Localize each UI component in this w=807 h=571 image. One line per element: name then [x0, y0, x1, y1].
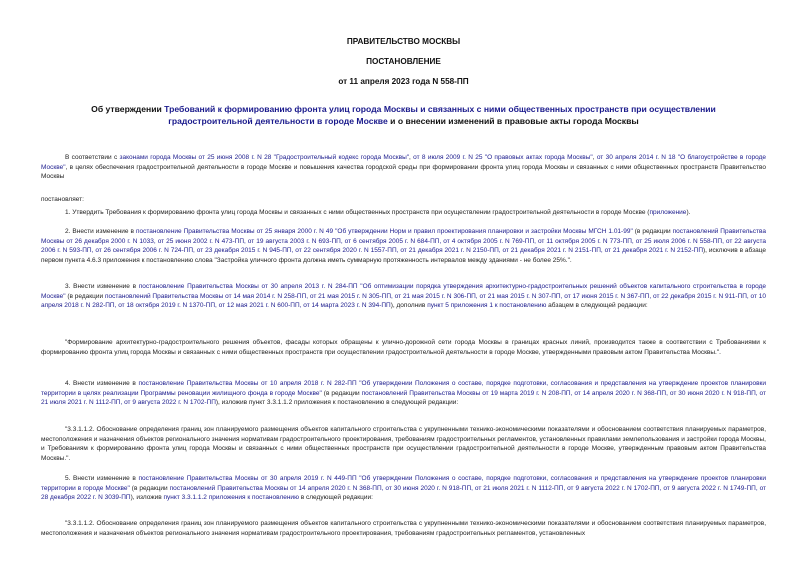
- decrees-label: [41, 195, 766, 205]
- item-5-text: в следующей редакции:: [298, 494, 373, 502]
- preamble-text: , в целях обеспечения градостроительной деятельности в городе Москве и повышения качества городской среды при формировании фронта улиц города Москвы и связанных с ними общественных пространств Правительство Москвы: [41, 163, 766, 181]
- preamble-text: В соответствии с: [65, 154, 120, 161]
- decree-49-link[interactable]: постановление Правительства Москвы от 25 января 2000 г. N 49 "Об утверждении Норм и правил проектирования планировки и застройки Москвы МГСН 1.01-99": [135, 228, 633, 235]
- item-1-text: 1. Утвердить Требования к формированию фронта улиц города Москвы и связанных с ними общественных пространств при осуществлении градостроительной деятельности в городе Москве (: [65, 209, 650, 216]
- item-5-text: ), изложив: [130, 494, 164, 502]
- item-3-text: ), дополнив: [390, 302, 428, 310]
- decrees-text: постановляет:: [41, 196, 84, 203]
- title-prefix: Об утверждении: [91, 104, 165, 114]
- document-title: [50, 103, 757, 127]
- item-4-text: ), изложив: [215, 399, 249, 407]
- item-3-text: (в редакции: [65, 292, 105, 300]
- item-3-text: 3. Внести изменение в: [65, 283, 139, 290]
- document-type: ПОСТАНОВЛЕНИЕ: [366, 57, 441, 66]
- document-date-number: от 11 апреля 2023 года N 558-ПП: [338, 77, 469, 86]
- item-4-amendments-link[interactable]: постановлений Правительства Москвы от 19 марта 2019 г. N 208-ПП, от 14 апреля 2020 г. N 368-ПП, от 30 июня 2020 г. N 918-ПП, от 21 июля 2021 г. N 1112-ПП, от 9 августа 2022 г. N 1702-ПП: [41, 389, 766, 407]
- title-suffix: и о внесении изменений в правовые акты города Москвы: [387, 116, 639, 126]
- quote-5-text: "3.3.1.1.2. Обоснование определения границ зон планируемого размещения объектов капитального строительства с укрупненными технико-экономическими показателями и обоснованием соответствия планируемых параметров, местоположения и назначения объектов регионального значения нормативам градостроительного проектирования, требованиям градостроительных регламентов, установленных: [41, 520, 766, 537]
- item-2-amendments-link[interactable]: постановлений Правительства Москвы от 26 декабря 2000 г. N 1033, от 25 июня 2002 г. N 473-ПП, от 19 августа 2003 г. N 693-ПП, от 6 сентября 2005 г. N 684-ПП, от 4 октября 2005 г. N 769-ПП, от 11 октября 2005 г. N 773-ПП, от 25 июля 2006 г. N 558-ПП, от 22 августа 2006 г. N 593-ПП, от 26 сентября 2006 г. N 724-ПП, от 23 декабря 2015 г. N 945-ПП, от 22 сентября 2020 г. N 1557-ПП, от 21 декабря 2021 г. N 2150-ПП, от 21 декабря 2021 г. N 2151-ПП, от 21 декабря 2021 г. N 2152-ПП: [41, 228, 767, 255]
- quote-5: [41, 519, 766, 538]
- item-2-text: (в редакции: [632, 228, 673, 235]
- quote-3: [41, 338, 766, 357]
- law-18-link[interactable]: от 30 апреля 2014 г. N 18 "О благоустройстве в городе Москве": [41, 154, 766, 171]
- preamble: [41, 153, 766, 182]
- title-requirements-link[interactable]: Требований к формированию фронта улиц города Москвы и связанных с ними общественных пространств при осуществлении градостроительной деятельности в городе Москве: [164, 104, 716, 126]
- quote-3-text: "Формирование архитектурно-градостроительного решения объектов, фасады которых обращены к улично-дорожной сети города Москвы в границах красных линий, производится также в соответствии с Требованиями к формированию фронта улиц города Москвы и связанных с ними общественных пространств при осуществлении градостроительной деятельности в городе Москве, утвержденными правовым актом Правительства Москвы.".: [41, 339, 766, 356]
- law-28-link[interactable]: законами города Москвы от 25 июня 2008 г. N 28 "Градостроительный кодекс города Москвы": [119, 154, 410, 161]
- item-3-point-link[interactable]: пункт 5 приложения 1 к постановлению: [427, 302, 547, 310]
- item-5-text: (в редакции: [129, 484, 170, 492]
- decree-284-link[interactable]: постановление Правительства Москвы от 30 апреля 2013 г. N 284-ПП "Об оптимизации порядка утверждения архитектурно-градостроительных решений объектов капитального строительства в городе Москве": [41, 283, 766, 300]
- item-1: [41, 208, 766, 218]
- item-1-text: ).: [686, 209, 691, 216]
- item-5-text: 5. Внести изменение в: [65, 475, 139, 482]
- item-2-text: 2. Внести изменение в: [65, 228, 136, 235]
- item-3-text: абзацем в следующей редакции:: [546, 302, 648, 310]
- item-3: [41, 282, 766, 311]
- item-2-text: ), исключив в абзаце первом пункта 4.6.3 приложения к постановлению слова "Застройка уличного фронта должна иметь суммарную протяженность интервалов между зданиями - не более 25%.".: [41, 247, 766, 265]
- item-5-amendments-link[interactable]: постановлений Правительства Москвы от 14 апреля 2020 г. N 368-ПП, от 30 июня 2020 г. N 918-ПП, от 21 июля 2021 г. N 1112-ПП, от 9 августа 2022 г. N 1702-ПП, от 9 августа 2022 г. N 1749-ПП, от 28 декабря 2022 г. N 3039-ПП: [41, 484, 767, 502]
- item-4-text: (в редакции: [321, 389, 362, 397]
- issuing-authority: ПРАВИТЕЛЬСТВО МОСКВЫ: [346, 37, 461, 46]
- item-3-amendments-link[interactable]: постановлений Правительства Москвы от 14 мая 2014 г. N 258-ПП, от 21 мая 2015 г. N 305-ПП, от 21 мая 2015 г. N 306-ПП, от 21 мая 2015 г. N 307-ПП, от 17 июня 2015 г. N 367-ПП, от 22 декабря 2015 г. N 911-ПП, от 10 апреля 2018 г. N 282-ПП, от 18 октября 2019 г. N 1370-ПП, от 12 мая 2021 г. N 600-ПП, от 14 марта 2023 г. N 394-ПП: [41, 292, 767, 310]
- item-2: [41, 227, 766, 266]
- decree-449-link[interactable]: постановление Правительства Москвы от 30 апреля 2019 г. N 449-ПП "Об утверждении Положения о составе, порядке подготовки, согласования и представления на утверждение проектов планировки территории в городе Москве": [41, 475, 767, 492]
- preamble-text: ,: [409, 154, 414, 161]
- item-4-text: 4. Внести изменение в: [65, 380, 139, 387]
- appendix-link[interactable]: приложение: [649, 209, 687, 216]
- law-25-link[interactable]: от 8 июля 2009 г. N 25 "О правовых актах города Москвы": [413, 154, 593, 161]
- item-4-point: пункт 3.3.1.1.2 приложения к постановлению: [248, 399, 385, 407]
- item-4-text: в следующей редакции:: [384, 399, 459, 407]
- decree-282-link[interactable]: постановление Правительства Москвы от 10 апреля 2018 г. N 282-ПП "Об утверждении Положения о составе, порядке подготовки, согласования и представления на утверждение проектов планировки территории в целях реализации Программы реновации жилищного фонда в городе Москве": [41, 380, 767, 397]
- item-5: [41, 474, 766, 503]
- quote-4-text: "3.3.1.1.2. Обоснование определения границ зон планируемого размещения объектов капитального строительства с укрупненными технико-экономическими показателями и обоснованием соответствия планируемых параметров, местоположения и назначения объектов регионального значения нормативам градостроительного проектирования, требованиям градостроительных регламентов, установленных правилами землепользования и застройки города Москвы, и Требованиям к формированию фронта улиц города Москвы и связанных с ними общественных пространств при осуществлении градостроительной деятельности в городе Москве, утвержденным правовым актом Правительства Москвы.".: [41, 426, 766, 463]
- preamble-text: ,: [592, 154, 597, 161]
- item-4: [41, 379, 766, 408]
- quote-4: [41, 425, 766, 464]
- item-5-point-link[interactable]: пункт 3.3.1.1.2 приложения к постановлению: [163, 494, 299, 502]
